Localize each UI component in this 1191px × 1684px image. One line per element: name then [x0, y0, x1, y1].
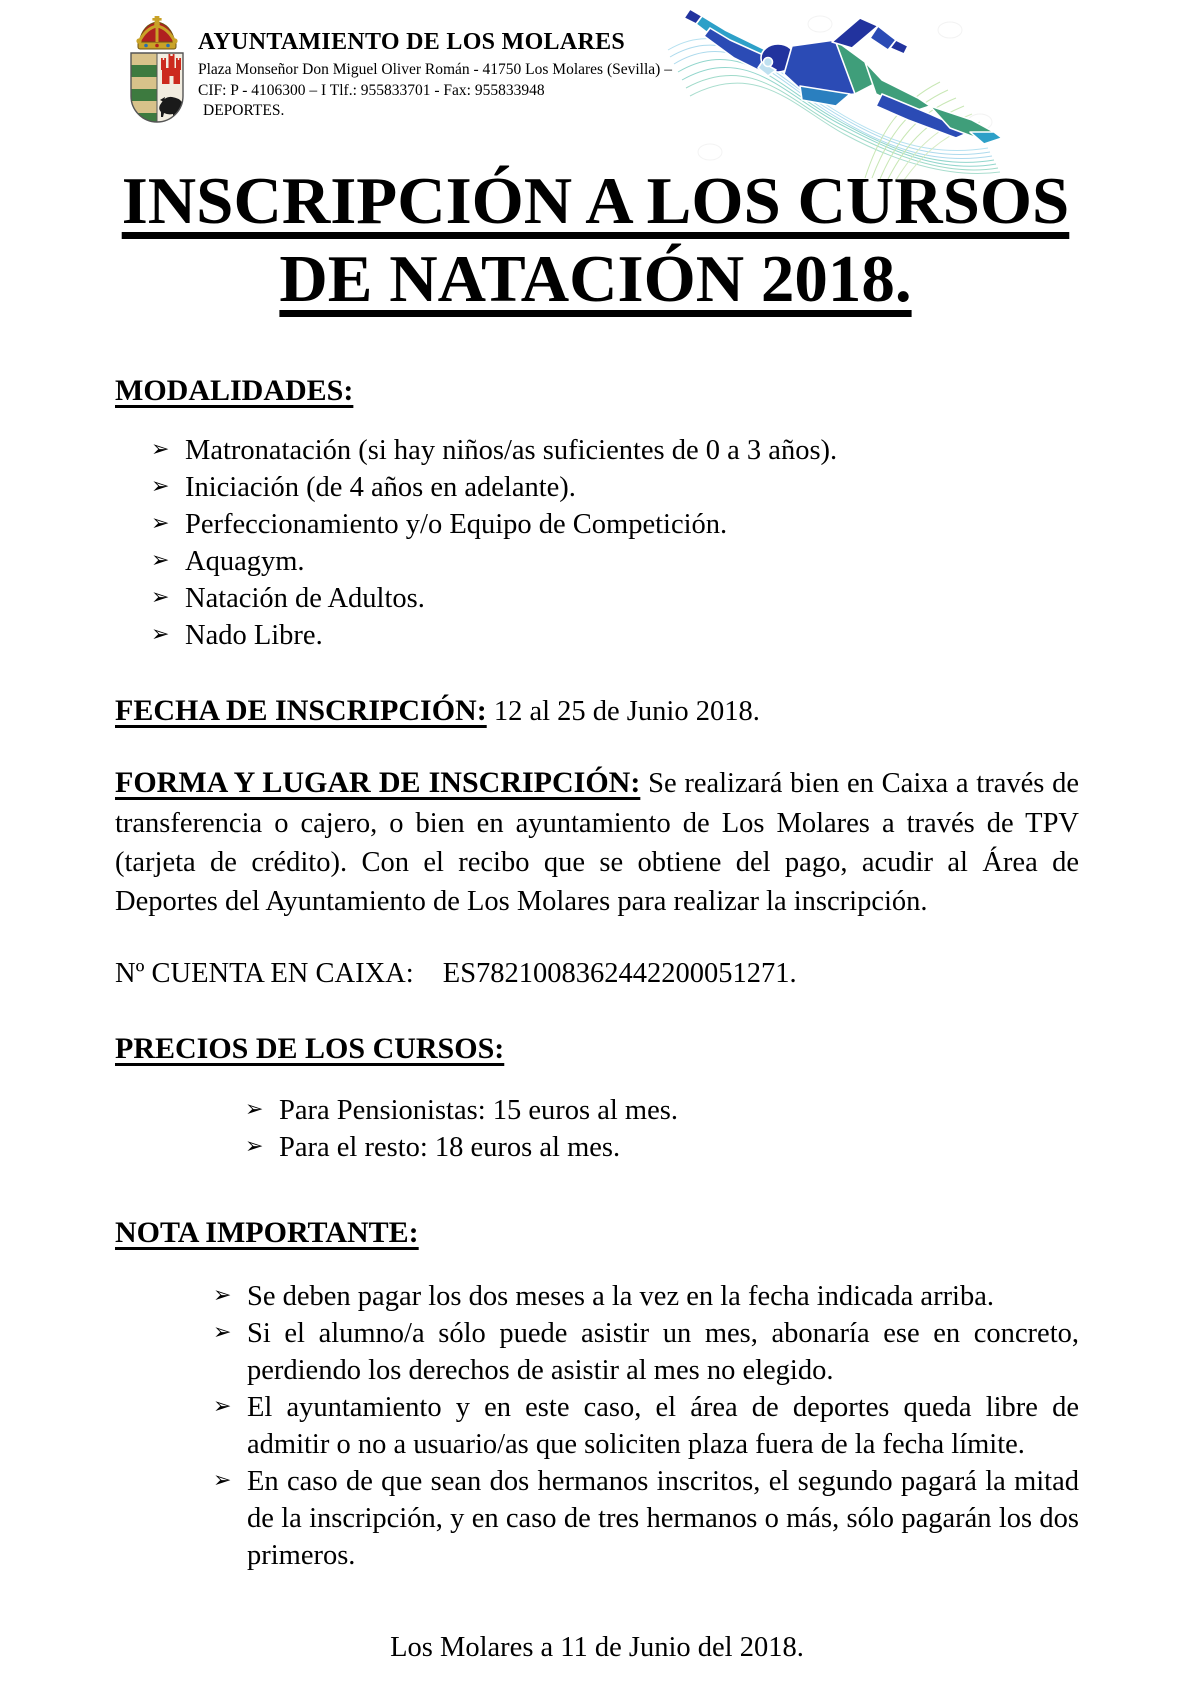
org-department: DEPORTES.	[203, 101, 285, 119]
list-item	[151, 617, 1079, 654]
los-molares-coat-of-arms-icon	[118, 16, 196, 133]
fecha-value: 12 al 25 de Junio 2018.	[493, 696, 760, 728]
precios-list	[115, 1092, 1079, 1166]
list-item	[213, 1278, 1079, 1315]
list-item-text: El ayuntamiento y en este caso, el área de deportes queda libre de admitir o no a usuario/as que soliciten plaza fuera de la fecha límite.	[247, 1391, 1079, 1460]
arrow-bullet-icon: ➢	[151, 436, 170, 461]
list-item-text: Se deben pagar los dos meses a la vez en la fecha indicada arriba.	[247, 1280, 994, 1312]
arrow-bullet-icon: ➢	[151, 473, 170, 499]
swimmer-graphic	[650, 2, 1020, 180]
arrow-bullet-icon: ➢	[213, 1318, 232, 1344]
fecha-heading: FECHA DE INSCRIPCIÓN:	[115, 694, 487, 728]
cuenta-paragraph	[115, 958, 1079, 990]
forma-heading: FORMA Y LUGAR DE INSCRIPCIÓN:	[115, 766, 641, 800]
page-title-line-2: DE NATACIÓN 2018.	[279, 242, 912, 317]
list-item	[151, 506, 1079, 543]
org-address: Plaza Monseñor Don Miguel Oliver Román - 41750 Los Molares (Sevilla) –	[198, 61, 672, 79]
list-item	[245, 1129, 1079, 1166]
arrow-bullet-icon: ➢	[245, 1095, 264, 1121]
list-item-text: Para el resto: 18 euros al mes.	[279, 1131, 621, 1163]
fecha-paragraph	[115, 694, 1079, 728]
cuenta-label: Nº CUENTA EN CAIXA:	[115, 957, 414, 989]
list-item-text: Perfeccionamiento y/o Equipo de Competición.	[185, 509, 728, 541]
page-title-line-1: INSCRIPCIÓN A LOS CURSOS	[121, 164, 1070, 238]
list-item	[245, 1092, 1079, 1129]
cuenta-value: ES7821008362442200051271.	[442, 957, 797, 989]
shield-icon	[131, 53, 184, 125]
nota-list	[115, 1278, 1079, 1574]
modalidades-list	[115, 432, 1079, 654]
precios-heading: PRECIOS DE LOS CURSOS:	[115, 1031, 505, 1065]
arrow-bullet-icon: ➢	[151, 584, 170, 610]
list-item	[151, 432, 1079, 469]
arrow-bullet-icon: ➢	[151, 510, 170, 536]
modalidades-heading: MODALIDADES:	[115, 374, 354, 407]
list-item-text: Para Pensionistas: 15 euros al mes.	[279, 1094, 678, 1126]
arrow-bullet-icon: ➢	[151, 621, 170, 647]
arrow-bullet-icon: ➢	[151, 547, 170, 573]
org-contact: CIF: P - 4106300 – I Tlf.: 955833701 - Fax: 955833948	[198, 81, 545, 99]
list-item	[151, 469, 1079, 506]
arrow-bullet-icon: ➢	[245, 1132, 264, 1158]
arrow-bullet-icon: ➢	[213, 1466, 232, 1492]
list-item	[213, 1389, 1079, 1463]
arrow-bullet-icon: ➢	[213, 1392, 232, 1418]
swimmer-illustration	[650, 2, 1020, 185]
document-body	[115, 352, 1079, 1664]
footer-date-line: Los Molares a 11 de Junio del 2018.	[390, 1632, 804, 1664]
list-item-text: Aquagym.	[185, 546, 305, 578]
coat-of-arms-graphic	[118, 16, 196, 128]
header-text-block	[198, 28, 698, 120]
arrow-bullet-icon: ➢	[213, 1281, 232, 1307]
list-item-text: Natación de Adultos.	[185, 583, 425, 615]
list-item	[151, 580, 1079, 617]
list-item-text: Si el alumno/a sólo puede asistir un mes, abonaría ese en concreto, perdiendo los derechos de asistir al mes no elegido.	[247, 1317, 1079, 1386]
nota-heading: NOTA IMPORTANTE:	[115, 1215, 419, 1249]
list-item-text: Iniciación (de 4 años en adelante).	[185, 472, 576, 504]
list-item	[151, 543, 1079, 580]
page-title	[38, 162, 1153, 319]
crown-icon	[136, 16, 177, 49]
list-item	[213, 1463, 1079, 1574]
list-item-text: Matronatación (si hay niños/as suficientes de 0 a 3 años).	[185, 435, 838, 466]
forma-body: Se realizará bien en Caixa a través de transferencia o cajero, o bien en ayuntamiento de Los Molares a través de TPV (tarjeta de crédito). Con el recibo que se obtiene del pago, acudir al Área de Deportes del Ayuntamiento de Los Molares para realizar la inscripción.	[115, 768, 1080, 918]
list-item-text: En caso de que sean dos hermanos inscritos, el segundo pagará la mitad de la inscripción, y en caso de tres hermanos o más, sólo pagarán los dos primeros.	[247, 1465, 1079, 1572]
org-name: AYUNTAMIENTO DE LOS MOLARES	[198, 29, 626, 55]
list-item	[213, 1315, 1079, 1389]
list-item-text: Nado Libre.	[185, 620, 323, 652]
forma-paragraph	[115, 762, 1079, 921]
